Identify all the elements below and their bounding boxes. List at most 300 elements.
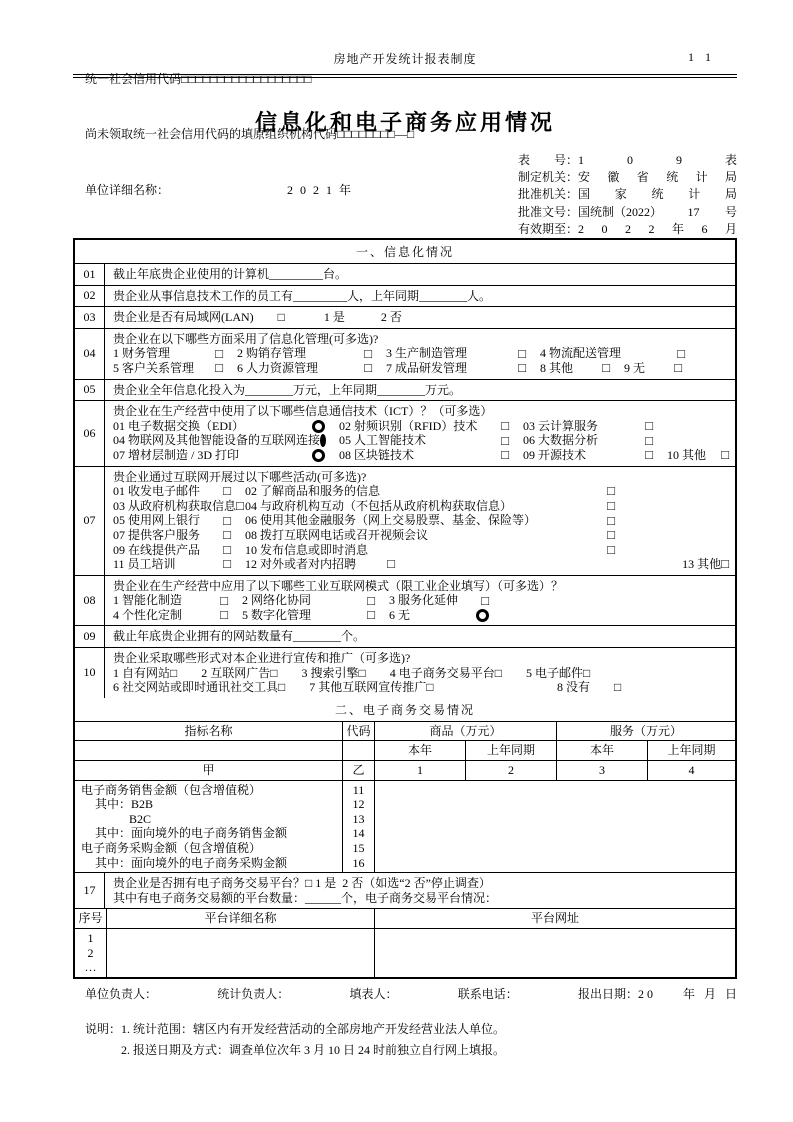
option-label: 贵企业从事信息技术工作的员工有_________人，上年同期________人。 [113, 288, 492, 303]
indicator-code: 15 [352, 841, 365, 855]
selected-dot-mark [476, 609, 489, 622]
option-line [113, 608, 729, 623]
option-line [113, 433, 729, 448]
selected-dot-mark [312, 449, 325, 462]
option-item [113, 666, 590, 681]
meta-value-token: 月 [724, 221, 737, 236]
indicator-table-header-row3 [75, 761, 735, 781]
indicator-code: 12 [352, 797, 365, 812]
option-item [113, 361, 223, 376]
option-label: 4 物流配送管理 [540, 346, 622, 361]
option-label: 7 成品研发管理 [386, 360, 468, 375]
row-number: 04 [75, 329, 105, 379]
row-number: 03 [75, 307, 105, 328]
option-item [389, 608, 489, 623]
col-num-2: 2 [466, 761, 557, 780]
option-label: 5 数字化管理 [242, 607, 312, 622]
col-current-year-goods: 本年 [375, 741, 466, 760]
notes-label: 说明： [85, 1021, 122, 1036]
option-item [113, 498, 244, 514]
option-item [386, 346, 526, 361]
checkbox: □ [364, 360, 372, 376]
col-current-year-services: 本年 [557, 741, 648, 760]
option-label: 贵企业是否有局域网(LAN) □ 1 是 2 否 [113, 310, 402, 325]
checkbox: □ [367, 607, 375, 623]
option-item [113, 346, 223, 361]
option-item [624, 361, 682, 376]
note-lines [121, 1019, 505, 1061]
option-item [113, 543, 231, 558]
selected-dot-mark [312, 420, 325, 433]
platform-table-body [75, 929, 735, 977]
row-content [105, 329, 735, 379]
option-label: 08 区块链技术 [339, 447, 415, 462]
option-line [113, 513, 729, 528]
option-line [113, 346, 729, 361]
meta-label: 批准文号： [518, 204, 579, 219]
row-content [105, 576, 735, 626]
option-item [245, 499, 615, 514]
meta-right-line [518, 169, 737, 186]
row-number: 01 [75, 264, 105, 285]
option-item [237, 361, 372, 376]
meta-value-token: 号 [724, 204, 737, 219]
col-platform-url: 平台网址 [530, 911, 579, 926]
checkbox: □ [721, 556, 729, 572]
option-label: 10 其他 [667, 447, 707, 462]
option-item [113, 528, 231, 543]
platform-url-cell [375, 929, 735, 977]
meta-label: 批准机关： [518, 187, 579, 202]
option-line [113, 528, 729, 543]
option-label: 3 服务化延伸 [389, 593, 459, 608]
meta-value-token: 2 [648, 221, 655, 236]
signature-line [73, 986, 737, 1002]
option-line [113, 267, 729, 282]
meta-value-token: 0 [601, 221, 608, 236]
row-number: 07 [75, 467, 105, 575]
option-line [113, 484, 729, 499]
row17-line1: 贵企业是否拥有电子商务交易平台？□ 1 是 2 否（如选“2 否”停止调查） [113, 876, 491, 891]
indicator-table-header-row1 [75, 722, 735, 742]
option-label: 截止年底贵企业拥有的网站数量有________个。 [113, 629, 366, 644]
form-row-08 [75, 576, 735, 627]
form-row-09 [75, 626, 735, 648]
form-row-10 [75, 648, 735, 698]
row17-line2: 其中有电子商务交易额的平台数量：______个，电子商务交易平台情况： [113, 890, 498, 905]
option-label: 08 拨打互联网电话或召开视频会议 [245, 527, 429, 542]
row-content [105, 307, 735, 328]
option-label: 07 增材层制造 / 3D 打印 [113, 447, 240, 462]
option-item [113, 448, 325, 463]
option-label: 5 客户关系管理 [113, 360, 195, 375]
section2-header: 二、电子商务交易情况 [75, 698, 735, 722]
option-line [113, 579, 729, 594]
option-line [113, 404, 729, 419]
col-platform-name: 平台详细名称 [107, 909, 375, 928]
checkbox: □ [607, 512, 615, 528]
meta-value-token: 17 [687, 204, 700, 219]
option-label: 04 物联网及其他智能设备的互联网连接 [113, 433, 321, 448]
form-row-05 [75, 380, 735, 402]
platform-seq: … [84, 960, 97, 975]
option-label: 02 射频识别（RFID）技术 [339, 418, 478, 433]
option-item [113, 383, 461, 398]
option-label: 截止年底贵企业使用的计算机_________台。 [113, 267, 348, 281]
checkbox: □ [215, 360, 223, 376]
option-item [523, 419, 653, 434]
meta-label: 制定机关： [518, 170, 579, 185]
col-services: 服务（万元） [609, 723, 682, 738]
meta-right-line [518, 221, 737, 238]
option-label: 07 提供客户服务 [113, 527, 201, 542]
meta-value-token: 统 [651, 187, 664, 202]
option-label: 6 人力资源管理 [237, 360, 319, 375]
option-item [245, 557, 395, 572]
indicator-label: 电子商务销售金额（包含增值税） [81, 782, 262, 797]
row-number: 06 [75, 401, 105, 465]
checkbox: □ [223, 527, 231, 543]
indicator-code: 16 [352, 855, 365, 870]
row-content [105, 380, 735, 401]
option-label: 3 生产制造管理 [386, 346, 468, 361]
row-content [105, 401, 735, 465]
indicator-table-header-row2 [75, 741, 735, 761]
option-label: 02 了解商品和服务的信息 [245, 484, 381, 499]
signature-field: 联系电话： [457, 986, 518, 1001]
col-prev-year-services: 上年同期 [667, 743, 716, 758]
option-line [113, 593, 729, 608]
checkbox: □ [223, 556, 231, 572]
option-line [113, 557, 729, 572]
option-label: 12 对外或者对内招聘 [245, 557, 357, 572]
meta-value-token: 1 [578, 153, 585, 167]
option-label: 贵企业采取哪些形式对本企业进行宣传和推广（可多选)? [113, 651, 411, 666]
option-item [113, 289, 491, 304]
indicator-labels [75, 781, 343, 873]
checkbox: □ [220, 607, 228, 623]
option-item [523, 433, 653, 448]
signature-field: 填表人： [349, 986, 398, 1001]
option-item [113, 310, 402, 325]
option-label: 1 财务管理 [113, 346, 171, 361]
row-content [105, 286, 735, 307]
option-item [113, 513, 231, 528]
option-label: 2 购销存管理 [237, 346, 307, 361]
meta-value [578, 221, 737, 238]
checkbox: □ [501, 432, 509, 448]
form-row-01 [75, 264, 735, 286]
checkbox: □ [645, 447, 653, 463]
option-item [540, 346, 685, 361]
meta-value [578, 169, 737, 186]
form-row-06 [75, 401, 735, 466]
option-label: 贵企业在生产经营中应用了以下哪些工业互联网模式（限工业企业填写）（可多选）？ [113, 578, 564, 593]
option-line [113, 361, 729, 376]
option-label: 10 发布信息或即时消息 [245, 542, 369, 557]
section1-rows [75, 264, 735, 698]
meta-value [578, 152, 737, 169]
col-prev-year-goods: 上年同期 [466, 741, 557, 760]
option-label: 贵企业在以下哪些方面采用了信息化管理(可多选)? [113, 331, 379, 346]
row-number: 08 [75, 576, 105, 626]
option-item [113, 484, 231, 499]
indicator-table-body [75, 781, 735, 874]
option-label: 9 无 [624, 360, 646, 375]
col-num-4: 4 [688, 763, 695, 778]
option-line [113, 543, 729, 558]
checkbox: □ [518, 345, 526, 361]
indicator-label: 电子商务采购金额（包含增值税） [81, 841, 262, 855]
indicator-label: 其中：B2B [95, 797, 154, 812]
meta-label: 表 号： [518, 153, 579, 167]
col-goods: 商品（万元） [375, 722, 557, 741]
option-line [113, 383, 729, 398]
form-row-17 [75, 873, 735, 909]
option-item [245, 543, 615, 558]
document-header-title: 房地产开发统计报表制度 [333, 52, 477, 66]
checkbox: □ [677, 345, 685, 361]
report-year: 2 0 2 1 年 [287, 182, 354, 197]
option-item [339, 433, 509, 448]
col-code: 代码 [343, 722, 375, 741]
option-line [113, 289, 729, 304]
option-item [237, 346, 372, 361]
checkbox: □ [645, 432, 653, 448]
option-label: 6 无 [389, 607, 411, 622]
checkbox: □ [645, 418, 653, 434]
option-item [113, 579, 563, 594]
meta-value-token: 2 [624, 221, 631, 236]
checkbox: □ [236, 498, 244, 514]
option-item [682, 557, 729, 572]
option-label: 01 收发电子邮件 [113, 484, 201, 499]
meta-value-token: 计 [688, 187, 701, 202]
option-label: 03 从政府机构获取信息 [113, 498, 237, 513]
checkbox: □ [607, 541, 615, 557]
option-item [389, 593, 489, 608]
option-label: 8 没有 □ [557, 680, 622, 695]
option-label: 贵企业在生产经营中使用了以下哪些信息通信技术（ICT）？（可多选） [113, 404, 493, 419]
option-label: 6 社交网站或即时通讯社交工具□ 7 其他互联网宣传推广□ [113, 680, 434, 695]
option-line [113, 499, 729, 514]
row-content [105, 467, 735, 575]
option-item [113, 404, 492, 419]
checkbox: □ [367, 592, 375, 608]
option-item [113, 593, 228, 608]
meta-label: 有效期至： [518, 221, 579, 236]
option-label: 13 其他 [682, 557, 722, 572]
meta-value-token: 表 [724, 153, 737, 167]
indicator-values-area [375, 781, 735, 873]
indicator-code: 14 [352, 826, 365, 841]
meta-value [578, 204, 737, 221]
meta-right-line [518, 204, 737, 221]
note-line: 2. 报送日期及方式：调查单位次年 3 月 10 日 24 时前独立自行网上填报。 [121, 1042, 506, 1057]
option-label: 11 员工培训 [113, 557, 176, 572]
option-item [113, 419, 325, 434]
option-label: 2 网络化协同 [242, 593, 312, 608]
option-label: 01 电子数据交换（EDI） [113, 418, 244, 433]
meta-value-token: 局 [724, 187, 737, 202]
option-item [113, 332, 378, 347]
checkbox: □ [674, 360, 682, 376]
meta-value-token: 年 [671, 221, 684, 236]
selected-dot-mark [320, 434, 326, 447]
option-line [113, 470, 729, 485]
option-label: 03 云计算服务 [523, 418, 599, 433]
page-number: 1 1 [688, 50, 715, 64]
checkbox: □ [607, 527, 615, 543]
option-item [242, 593, 375, 608]
col-yi: 乙 [343, 761, 375, 780]
meta-value-token: 局 [724, 170, 737, 185]
option-item [667, 448, 729, 463]
form-row-07 [75, 467, 735, 576]
option-item [557, 680, 621, 695]
indicator-code: 11 [352, 782, 365, 797]
col-jia: 甲 [75, 761, 343, 780]
meta-value-token: 0 [627, 153, 633, 167]
col-blank [75, 741, 343, 760]
option-item [339, 448, 509, 463]
meta-value-token: 2 [578, 221, 585, 236]
form-table [73, 238, 737, 979]
checkbox: □ [223, 512, 231, 528]
option-item [523, 448, 653, 463]
option-item [113, 433, 325, 448]
option-label: 贵企业全年信息化投入为________万元，上年同期________万元。 [113, 382, 462, 397]
indicator-label: B2C [129, 811, 152, 826]
platform-seq-cell [75, 929, 107, 977]
option-line [113, 310, 729, 325]
option-item [113, 557, 231, 572]
option-label: 05 人工智能技术 [339, 433, 427, 448]
col-seq: 序号 [75, 909, 107, 928]
checkbox: □ [220, 592, 228, 608]
notes-block [73, 1019, 737, 1061]
checkbox: □ [518, 360, 526, 376]
option-label: 贵企业通过互联网开展过以下哪些活动(可多选)? [113, 469, 367, 484]
meta-value-token: 国统制（2022） [578, 204, 663, 219]
form-title: 信息化和电子商务应用情况 [254, 110, 555, 135]
row-number: 17 [75, 873, 105, 908]
signature-field: 报出日期：2 0 年 月 日 [577, 986, 737, 1001]
meta-value-token: 9 [675, 153, 682, 167]
option-line [113, 629, 729, 644]
meta-right [518, 152, 737, 238]
meta-right-line [518, 152, 737, 169]
option-label: 4 个性化定制 [113, 607, 183, 622]
platform-name-cell [107, 929, 375, 977]
meta-value-token: 计 [695, 170, 708, 185]
indicator-label: 其中：面向境外的电子商务采购金额 [95, 855, 288, 870]
indicator-label: 其中：面向境外的电子商务销售金额 [95, 826, 288, 841]
option-item [245, 528, 615, 543]
option-line [113, 448, 729, 463]
row-number: 09 [75, 626, 105, 647]
checkbox: □ [481, 592, 489, 608]
note-line: 1. 统计范围：辖区内有开发经营活动的全部房地产开发经营业法人单位。 [121, 1021, 506, 1036]
meta-value-token: 6 [701, 221, 708, 236]
option-label: 09 开源技术 [523, 447, 587, 462]
meta-value [578, 186, 737, 203]
option-label: 1 智能化制造 [113, 593, 183, 608]
option-line [113, 332, 729, 347]
checkbox: □ [223, 483, 231, 499]
option-label: 8 其他 [540, 360, 574, 375]
checkbox: □ [223, 541, 231, 557]
platform-seq: 1 [87, 930, 94, 945]
option-label: 09 在线提供产品 [113, 542, 201, 557]
option-item [245, 513, 615, 528]
option-item [113, 470, 366, 485]
platform-seq: 2 [87, 945, 94, 960]
checkbox: □ [607, 498, 615, 514]
option-item [245, 484, 615, 499]
option-item [386, 361, 526, 376]
credit-code-line: 统一社会信用代码□□□□□□□□□□□□□□□□□□ [85, 71, 312, 86]
org-code-line: 尚未领取统一社会信用代码的填原组织机构代码□□□□□□□□—□ [85, 127, 415, 141]
row-content [105, 626, 735, 647]
option-line [113, 651, 729, 666]
col-indicator-name: 指标名称 [75, 722, 343, 741]
col-blank [343, 741, 375, 760]
checkbox: □ [387, 556, 395, 572]
option-item [113, 629, 365, 644]
option-item [113, 680, 543, 695]
checkbox: □ [607, 483, 615, 499]
form-row-03 [75, 307, 735, 329]
option-line [113, 680, 729, 695]
meta-value-token: 统 [666, 170, 679, 185]
meta-value-token: 省 [636, 170, 649, 185]
row-number: 05 [75, 380, 105, 401]
signature-field: 统计负责人： [217, 986, 290, 1001]
form-row-02 [75, 286, 735, 308]
option-item [113, 608, 228, 623]
col-num-1: 1 [375, 761, 466, 780]
checkbox: □ [364, 345, 372, 361]
option-label: 05 使用网上银行 [113, 513, 201, 528]
option-label: 06 使用其他金融服务（网上交易股票、基金、保险等） [245, 513, 537, 528]
row-number: 02 [75, 286, 105, 307]
meta-left [85, 33, 414, 237]
main-content [73, 238, 737, 1061]
option-item [113, 267, 347, 282]
meta-value-token: 安 [578, 170, 591, 185]
meta-value-token: 家 [614, 187, 627, 202]
row-content [105, 264, 735, 285]
option-line [113, 666, 729, 681]
option-item [113, 651, 410, 666]
option-label: 06 大数据分析 [523, 433, 599, 448]
option-item [540, 361, 610, 376]
meta-value-token: 国 [578, 187, 591, 202]
checkbox: □ [602, 360, 610, 376]
option-line [113, 419, 729, 434]
row-number: 10 [75, 648, 105, 698]
unit-name-label: 单位详细名称： [85, 182, 170, 197]
option-item [242, 608, 375, 623]
option-label: 04 与政府机构互动（不包括从政府机构获取信息） [245, 498, 513, 513]
signature-field: 单位负责人： [85, 986, 158, 1001]
meta-right-line [518, 186, 737, 203]
platform-table-header [75, 909, 735, 929]
section1-header: 一、信息化情况 [75, 240, 735, 264]
checkbox: □ [501, 447, 509, 463]
option-label: 1 自有网站□ 2 互联网广告□ 3 搜索引擎□ 4 电子商务交易平台□ 5 电子邮件□ [113, 665, 591, 680]
